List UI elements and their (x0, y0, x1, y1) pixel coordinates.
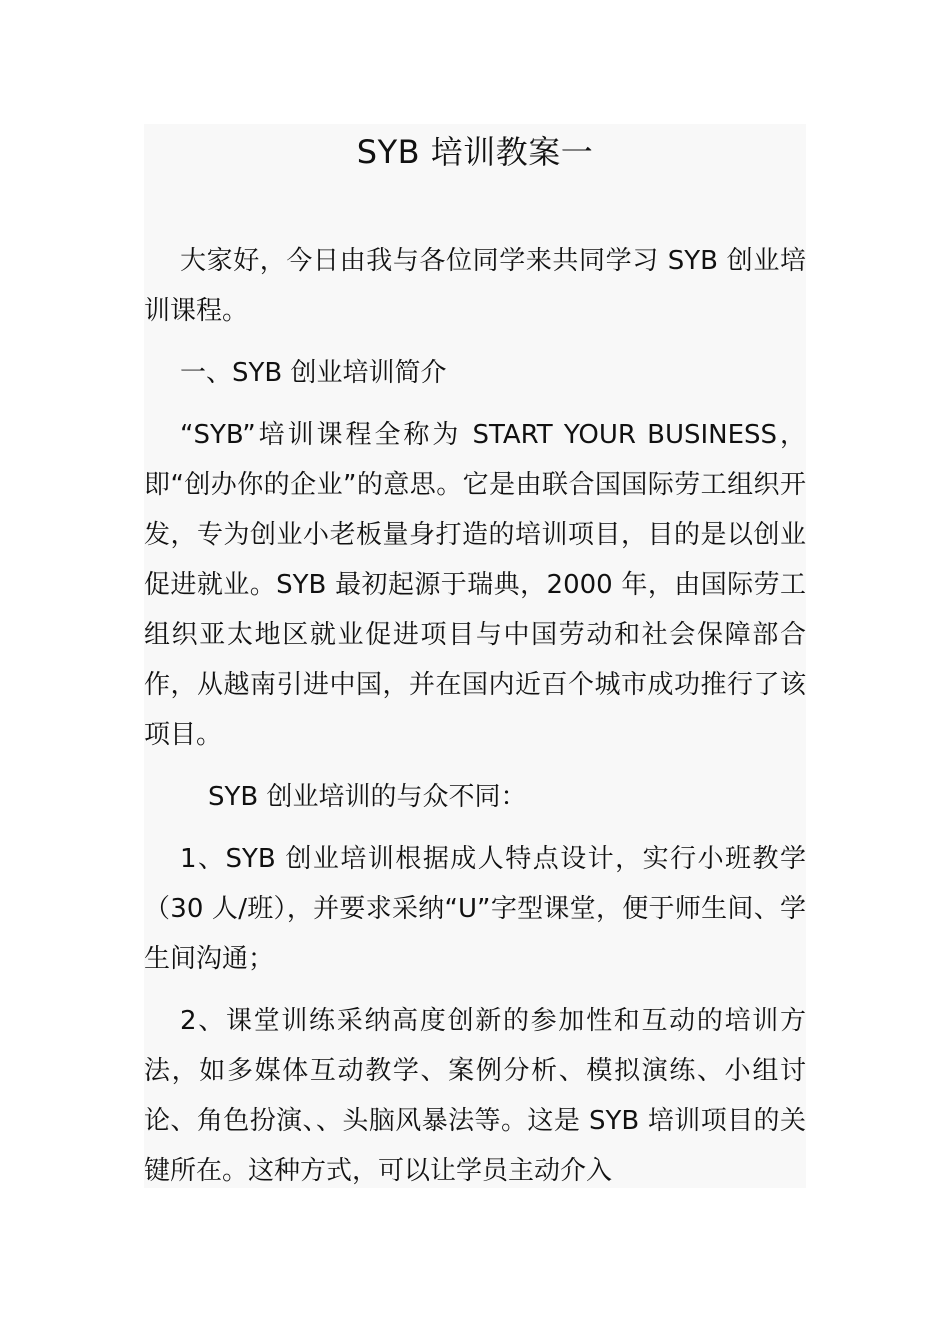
document-body (144, 236, 806, 1208)
paragraph-feature-1: 1、SYB 创业培训根据成人特点设计，实行小班教学（30 人/班），并要求采纳“U”字型课堂，便于师生间、学生间沟通； (144, 844, 806, 974)
paragraph-intro: “SYB”培训课程全称为 START YOUR BUSINESS，即“创办你的企业”的意思。它是由联合国国际劳工组织开发，专为创业小老板量身打造的培训项目，目的是以创业促进就业。SYB 最初起源于瑞典，2000 年，由国际劳工组织亚太地区就业促进项目与中国劳动和社会保障部合作，从越南引进中国，并在国内近百个城市成功推行了该项目。 (144, 420, 806, 750)
paragraph-feature-2: 2、课堂训练采纳高度创新的参加性和互动的培训方法，如多媒体互动教学、案例分析、模拟演练、小组讨论、角色扮演、、头脑风暴法等。这是 SYB 培训项目的关键所在。这种方式，可以让学员主动介入 (144, 1006, 806, 1186)
document-title: SYB 培训教案一 (356, 133, 594, 171)
paragraph-features-heading: SYB 创业培训的与众不同： (208, 782, 527, 812)
paragraph-greeting: 大家好，今日由我与各位同学来共同学习 SYB 创业培训课程。 (144, 246, 806, 326)
section-heading-intro: 一、SYB 创业培训简介 (180, 358, 447, 388)
